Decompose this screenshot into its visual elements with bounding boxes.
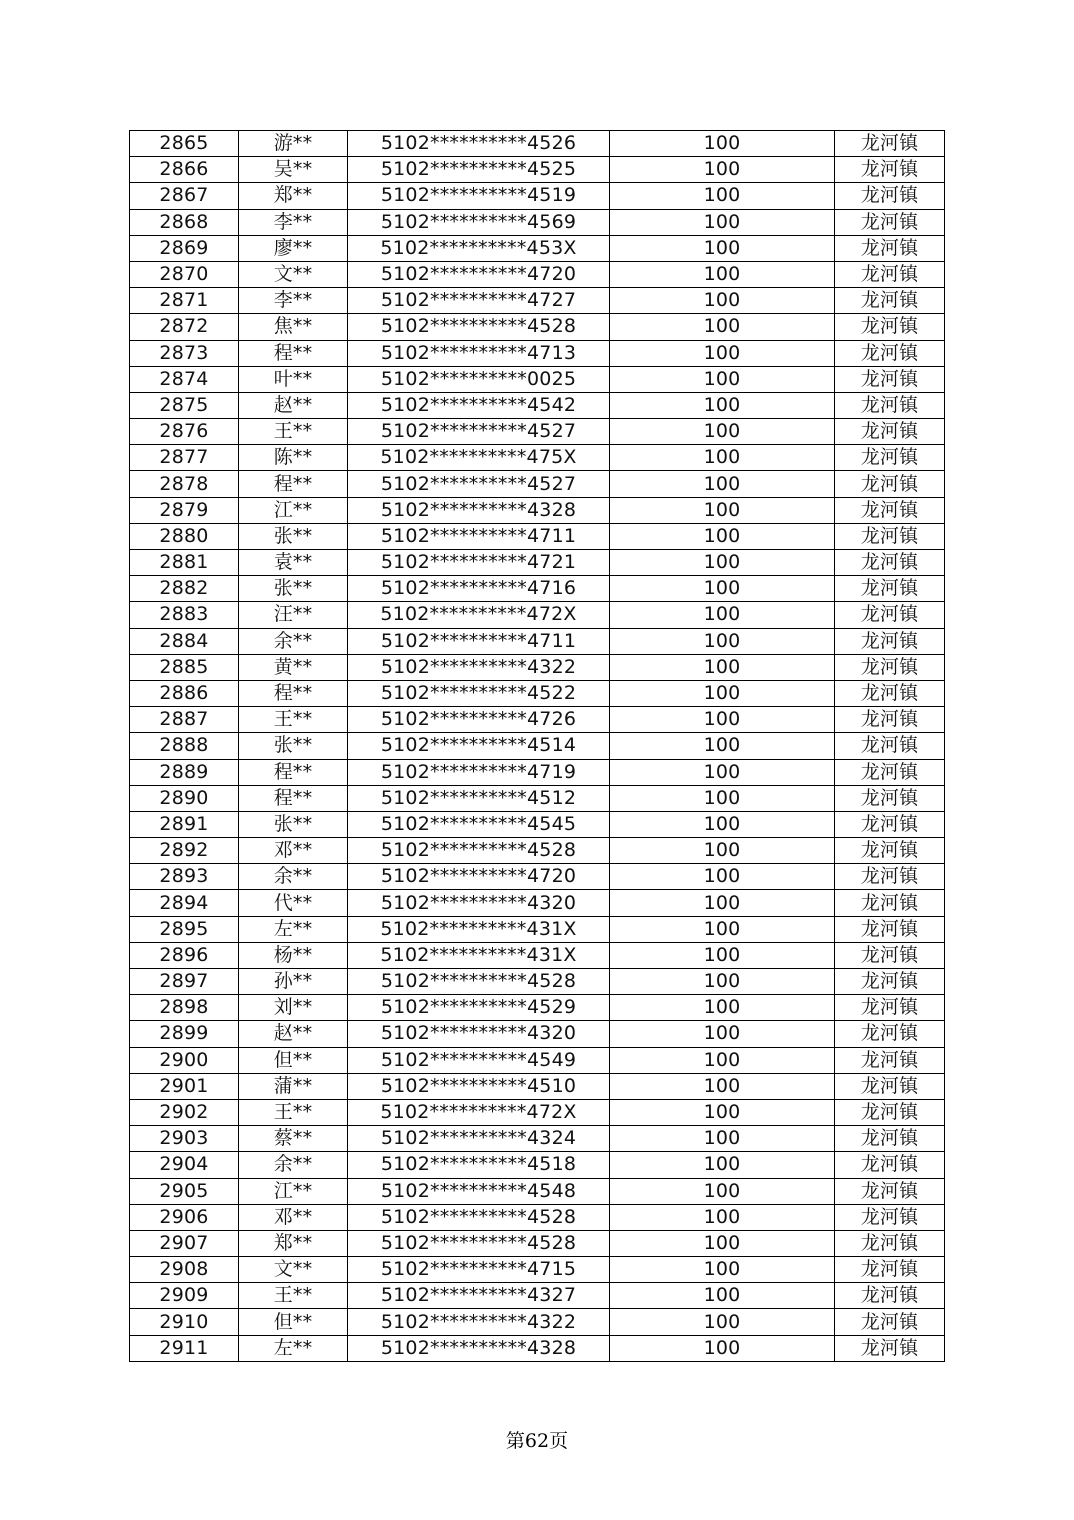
- table-row: [130, 576, 945, 602]
- serial-number-cell: 2880: [130, 523, 239, 549]
- table-row: [130, 157, 945, 183]
- town-cell: 龙河镇: [835, 811, 945, 837]
- table-row: [130, 733, 945, 759]
- serial-number-cell: 2865: [130, 131, 239, 157]
- id-number-cell: 5102**********4322: [348, 1309, 610, 1335]
- name-cell: 余**: [239, 1152, 348, 1178]
- amount-cell: 100: [610, 131, 835, 157]
- serial-number-cell: 2870: [130, 261, 239, 287]
- table-row: [130, 811, 945, 837]
- table-row: [130, 759, 945, 785]
- table-row: [130, 942, 945, 968]
- town-cell: 龙河镇: [835, 183, 945, 209]
- amount-cell: 100: [610, 235, 835, 261]
- id-number-cell: 5102**********4542: [348, 392, 610, 418]
- amount-cell: 100: [610, 811, 835, 837]
- id-number-cell: 5102**********4726: [348, 707, 610, 733]
- serial-number-cell: 2873: [130, 340, 239, 366]
- amount-cell: 100: [610, 288, 835, 314]
- id-number-cell: 5102**********4545: [348, 811, 610, 837]
- amount-cell: 100: [610, 759, 835, 785]
- name-cell: 游**: [239, 131, 348, 157]
- town-cell: 龙河镇: [835, 628, 945, 654]
- table-row: [130, 1204, 945, 1230]
- table-row: [130, 235, 945, 261]
- id-number-cell: 5102**********4548: [348, 1178, 610, 1204]
- town-cell: 龙河镇: [835, 1021, 945, 1047]
- name-cell: 代**: [239, 890, 348, 916]
- serial-number-cell: 2879: [130, 497, 239, 523]
- table-row: [130, 602, 945, 628]
- town-cell: 龙河镇: [835, 209, 945, 235]
- amount-cell: 100: [610, 497, 835, 523]
- name-cell: 邓**: [239, 1204, 348, 1230]
- name-cell: 程**: [239, 785, 348, 811]
- id-number-cell: 5102**********4525: [348, 157, 610, 183]
- id-number-cell: 5102**********4529: [348, 995, 610, 1021]
- amount-cell: 100: [610, 942, 835, 968]
- id-number-cell: 5102**********4518: [348, 1152, 610, 1178]
- table-row: [130, 1126, 945, 1152]
- amount-cell: 100: [610, 1230, 835, 1256]
- serial-number-cell: 2896: [130, 942, 239, 968]
- town-cell: 龙河镇: [835, 131, 945, 157]
- town-cell: 龙河镇: [835, 261, 945, 287]
- name-cell: 江**: [239, 497, 348, 523]
- table-row: [130, 995, 945, 1021]
- id-number-cell: 5102**********4327: [348, 1283, 610, 1309]
- town-cell: 龙河镇: [835, 1126, 945, 1152]
- name-cell: 杨**: [239, 942, 348, 968]
- town-cell: 龙河镇: [835, 576, 945, 602]
- serial-number-cell: 2910: [130, 1309, 239, 1335]
- table-row: [130, 392, 945, 418]
- name-cell: 吴**: [239, 157, 348, 183]
- table-row: [130, 1021, 945, 1047]
- serial-number-cell: 2908: [130, 1257, 239, 1283]
- serial-number-cell: 2893: [130, 864, 239, 890]
- id-number-cell: 5102**********475X: [348, 445, 610, 471]
- amount-cell: 100: [610, 1309, 835, 1335]
- town-cell: 龙河镇: [835, 680, 945, 706]
- table-row: [130, 680, 945, 706]
- serial-number-cell: 2886: [130, 680, 239, 706]
- table-row: [130, 916, 945, 942]
- id-number-cell: 5102**********4324: [348, 1126, 610, 1152]
- table-row: [130, 1047, 945, 1073]
- amount-cell: 100: [610, 969, 835, 995]
- town-cell: 龙河镇: [835, 471, 945, 497]
- name-cell: 张**: [239, 733, 348, 759]
- table-row: [130, 366, 945, 392]
- name-cell: 余**: [239, 628, 348, 654]
- table-row: [130, 261, 945, 287]
- serial-number-cell: 2877: [130, 445, 239, 471]
- id-number-cell: 5102**********4328: [348, 497, 610, 523]
- id-number-cell: 5102**********4526: [348, 131, 610, 157]
- amount-cell: 100: [610, 1099, 835, 1125]
- table-row: [130, 1073, 945, 1099]
- id-number-cell: 5102**********4519: [348, 183, 610, 209]
- id-number-cell: 5102**********4528: [348, 1204, 610, 1230]
- name-cell: 程**: [239, 471, 348, 497]
- table-row: [130, 890, 945, 916]
- town-cell: 龙河镇: [835, 288, 945, 314]
- town-cell: 龙河镇: [835, 969, 945, 995]
- id-number-cell: 5102**********453X: [348, 235, 610, 261]
- table-row: [130, 445, 945, 471]
- name-cell: 但**: [239, 1047, 348, 1073]
- serial-number-cell: 2911: [130, 1335, 239, 1361]
- town-cell: 龙河镇: [835, 707, 945, 733]
- amount-cell: 100: [610, 785, 835, 811]
- name-cell: 廖**: [239, 235, 348, 261]
- name-cell: 邓**: [239, 838, 348, 864]
- town-cell: 龙河镇: [835, 654, 945, 680]
- amount-cell: 100: [610, 1204, 835, 1230]
- town-cell: 龙河镇: [835, 838, 945, 864]
- name-cell: 赵**: [239, 1021, 348, 1047]
- town-cell: 龙河镇: [835, 1152, 945, 1178]
- table-row: [130, 785, 945, 811]
- town-cell: 龙河镇: [835, 1230, 945, 1256]
- serial-number-cell: 2874: [130, 366, 239, 392]
- serial-number-cell: 2900: [130, 1047, 239, 1073]
- name-cell: 左**: [239, 916, 348, 942]
- serial-number-cell: 2899: [130, 1021, 239, 1047]
- roster-table-body: [130, 131, 945, 1362]
- serial-number-cell: 2895: [130, 916, 239, 942]
- id-number-cell: 5102**********4322: [348, 654, 610, 680]
- table-row: [130, 1099, 945, 1125]
- serial-number-cell: 2884: [130, 628, 239, 654]
- id-number-cell: 5102**********4528: [348, 314, 610, 340]
- amount-cell: 100: [610, 419, 835, 445]
- id-number-cell: 5102**********4711: [348, 628, 610, 654]
- town-cell: 龙河镇: [835, 235, 945, 261]
- name-cell: 张**: [239, 523, 348, 549]
- amount-cell: 100: [610, 916, 835, 942]
- amount-cell: 100: [610, 1073, 835, 1099]
- id-number-cell: 5102**********4320: [348, 890, 610, 916]
- town-cell: 龙河镇: [835, 733, 945, 759]
- table-row: [130, 864, 945, 890]
- name-cell: 李**: [239, 209, 348, 235]
- town-cell: 龙河镇: [835, 602, 945, 628]
- serial-number-cell: 2909: [130, 1283, 239, 1309]
- id-number-cell: 5102**********472X: [348, 1099, 610, 1125]
- table-row: [130, 340, 945, 366]
- table-row: [130, 1309, 945, 1335]
- amount-cell: 100: [610, 890, 835, 916]
- serial-number-cell: 2885: [130, 654, 239, 680]
- amount-cell: 100: [610, 1021, 835, 1047]
- table-row: [130, 523, 945, 549]
- table-row: [130, 1230, 945, 1256]
- table-row: [130, 183, 945, 209]
- amount-cell: 100: [610, 1178, 835, 1204]
- name-cell: 江**: [239, 1178, 348, 1204]
- id-number-cell: 5102**********4527: [348, 471, 610, 497]
- name-cell: 张**: [239, 576, 348, 602]
- town-cell: 龙河镇: [835, 1099, 945, 1125]
- amount-cell: 100: [610, 654, 835, 680]
- serial-number-cell: 2907: [130, 1230, 239, 1256]
- table-row: [130, 707, 945, 733]
- amount-cell: 100: [610, 628, 835, 654]
- town-cell: 龙河镇: [835, 1073, 945, 1099]
- amount-cell: 100: [610, 838, 835, 864]
- name-cell: 余**: [239, 864, 348, 890]
- id-number-cell: 5102**********4512: [348, 785, 610, 811]
- amount-cell: 100: [610, 1257, 835, 1283]
- table-row: [130, 550, 945, 576]
- name-cell: 陈**: [239, 445, 348, 471]
- serial-number-cell: 2906: [130, 1204, 239, 1230]
- id-number-cell: 5102**********4528: [348, 969, 610, 995]
- name-cell: 刘**: [239, 995, 348, 1021]
- name-cell: 程**: [239, 759, 348, 785]
- name-cell: 左**: [239, 1335, 348, 1361]
- name-cell: 蔡**: [239, 1126, 348, 1152]
- serial-number-cell: 2872: [130, 314, 239, 340]
- serial-number-cell: 2905: [130, 1178, 239, 1204]
- id-number-cell: 5102**********4510: [348, 1073, 610, 1099]
- town-cell: 龙河镇: [835, 445, 945, 471]
- serial-number-cell: 2869: [130, 235, 239, 261]
- serial-number-cell: 2881: [130, 550, 239, 576]
- id-number-cell: 5102**********431X: [348, 916, 610, 942]
- serial-number-cell: 2898: [130, 995, 239, 1021]
- id-number-cell: 5102**********4715: [348, 1257, 610, 1283]
- name-cell: 叶**: [239, 366, 348, 392]
- town-cell: 龙河镇: [835, 1204, 945, 1230]
- table-row: [130, 1152, 945, 1178]
- name-cell: 王**: [239, 707, 348, 733]
- name-cell: 郑**: [239, 1230, 348, 1256]
- id-number-cell: 5102**********4527: [348, 419, 610, 445]
- table-row: [130, 131, 945, 157]
- serial-number-cell: 2894: [130, 890, 239, 916]
- amount-cell: 100: [610, 550, 835, 576]
- id-number-cell: 5102**********0025: [348, 366, 610, 392]
- town-cell: 龙河镇: [835, 864, 945, 890]
- table-row: [130, 628, 945, 654]
- town-cell: 龙河镇: [835, 1309, 945, 1335]
- name-cell: 王**: [239, 419, 348, 445]
- table-row: [130, 314, 945, 340]
- name-cell: 文**: [239, 1257, 348, 1283]
- serial-number-cell: 2866: [130, 157, 239, 183]
- amount-cell: 100: [610, 209, 835, 235]
- town-cell: 龙河镇: [835, 1047, 945, 1073]
- amount-cell: 100: [610, 445, 835, 471]
- town-cell: 龙河镇: [835, 1257, 945, 1283]
- serial-number-cell: 2889: [130, 759, 239, 785]
- town-cell: 龙河镇: [835, 392, 945, 418]
- town-cell: 龙河镇: [835, 1178, 945, 1204]
- name-cell: 孙**: [239, 969, 348, 995]
- id-number-cell: 5102**********472X: [348, 602, 610, 628]
- amount-cell: 100: [610, 523, 835, 549]
- table-row: [130, 471, 945, 497]
- name-cell: 焦**: [239, 314, 348, 340]
- serial-number-cell: 2871: [130, 288, 239, 314]
- amount-cell: 100: [610, 576, 835, 602]
- town-cell: 龙河镇: [835, 785, 945, 811]
- serial-number-cell: 2890: [130, 785, 239, 811]
- serial-number-cell: 2891: [130, 811, 239, 837]
- town-cell: 龙河镇: [835, 340, 945, 366]
- id-number-cell: 5102**********4528: [348, 1230, 610, 1256]
- id-number-cell: 5102**********4716: [348, 576, 610, 602]
- id-number-cell: 5102**********4727: [348, 288, 610, 314]
- town-cell: 龙河镇: [835, 314, 945, 340]
- table-row: [130, 497, 945, 523]
- serial-number-cell: 2867: [130, 183, 239, 209]
- id-number-cell: 5102**********4713: [348, 340, 610, 366]
- amount-cell: 100: [610, 1047, 835, 1073]
- amount-cell: 100: [610, 471, 835, 497]
- id-number-cell: 5102**********4528: [348, 838, 610, 864]
- id-number-cell: 5102**********431X: [348, 942, 610, 968]
- amount-cell: 100: [610, 392, 835, 418]
- amount-cell: 100: [610, 157, 835, 183]
- amount-cell: 100: [610, 707, 835, 733]
- name-cell: 汪**: [239, 602, 348, 628]
- name-cell: 王**: [239, 1283, 348, 1309]
- table-row: [130, 1257, 945, 1283]
- serial-number-cell: 2888: [130, 733, 239, 759]
- name-cell: 黄**: [239, 654, 348, 680]
- amount-cell: 100: [610, 183, 835, 209]
- table-row: [130, 288, 945, 314]
- table-row: [130, 1178, 945, 1204]
- table-row: [130, 838, 945, 864]
- serial-number-cell: 2897: [130, 969, 239, 995]
- amount-cell: 100: [610, 864, 835, 890]
- id-number-cell: 5102**********4720: [348, 261, 610, 287]
- amount-cell: 100: [610, 1335, 835, 1361]
- town-cell: 龙河镇: [835, 1335, 945, 1361]
- town-cell: 龙河镇: [835, 366, 945, 392]
- amount-cell: 100: [610, 602, 835, 628]
- town-cell: 龙河镇: [835, 759, 945, 785]
- roster-table: [129, 130, 945, 1362]
- name-cell: 蒲**: [239, 1073, 348, 1099]
- name-cell: 但**: [239, 1309, 348, 1335]
- name-cell: 程**: [239, 680, 348, 706]
- town-cell: 龙河镇: [835, 497, 945, 523]
- serial-number-cell: 2901: [130, 1073, 239, 1099]
- table-row: [130, 419, 945, 445]
- table-row: [130, 209, 945, 235]
- serial-number-cell: 2882: [130, 576, 239, 602]
- name-cell: 李**: [239, 288, 348, 314]
- amount-cell: 100: [610, 680, 835, 706]
- name-cell: 程**: [239, 340, 348, 366]
- name-cell: 郑**: [239, 183, 348, 209]
- town-cell: 龙河镇: [835, 942, 945, 968]
- id-number-cell: 5102**********4320: [348, 1021, 610, 1047]
- amount-cell: 100: [610, 340, 835, 366]
- id-number-cell: 5102**********4721: [348, 550, 610, 576]
- town-cell: 龙河镇: [835, 995, 945, 1021]
- id-number-cell: 5102**********4720: [348, 864, 610, 890]
- town-cell: 龙河镇: [835, 523, 945, 549]
- table-row: [130, 969, 945, 995]
- town-cell: 龙河镇: [835, 419, 945, 445]
- serial-number-cell: 2883: [130, 602, 239, 628]
- amount-cell: 100: [610, 314, 835, 340]
- name-cell: 文**: [239, 261, 348, 287]
- serial-number-cell: 2875: [130, 392, 239, 418]
- name-cell: 赵**: [239, 392, 348, 418]
- town-cell: 龙河镇: [835, 890, 945, 916]
- name-cell: 张**: [239, 811, 348, 837]
- amount-cell: 100: [610, 995, 835, 1021]
- id-number-cell: 5102**********4569: [348, 209, 610, 235]
- id-number-cell: 5102**********4514: [348, 733, 610, 759]
- amount-cell: 100: [610, 366, 835, 392]
- table-row: [130, 1335, 945, 1361]
- serial-number-cell: 2868: [130, 209, 239, 235]
- page-number: 第62页: [505, 1430, 569, 1452]
- amount-cell: 100: [610, 1152, 835, 1178]
- amount-cell: 100: [610, 733, 835, 759]
- name-cell: 袁**: [239, 550, 348, 576]
- serial-number-cell: 2878: [130, 471, 239, 497]
- serial-number-cell: 2892: [130, 838, 239, 864]
- amount-cell: 100: [610, 261, 835, 287]
- town-cell: 龙河镇: [835, 1283, 945, 1309]
- amount-cell: 100: [610, 1126, 835, 1152]
- serial-number-cell: 2887: [130, 707, 239, 733]
- id-number-cell: 5102**********4522: [348, 680, 610, 706]
- serial-number-cell: 2904: [130, 1152, 239, 1178]
- id-number-cell: 5102**********4711: [348, 523, 610, 549]
- id-number-cell: 5102**********4328: [348, 1335, 610, 1361]
- amount-cell: 100: [610, 1283, 835, 1309]
- table-row: [130, 1283, 945, 1309]
- name-cell: 王**: [239, 1099, 348, 1125]
- id-number-cell: 5102**********4719: [348, 759, 610, 785]
- town-cell: 龙河镇: [835, 916, 945, 942]
- table-row: [130, 654, 945, 680]
- town-cell: 龙河镇: [835, 550, 945, 576]
- id-number-cell: 5102**********4549: [348, 1047, 610, 1073]
- serial-number-cell: 2876: [130, 419, 239, 445]
- serial-number-cell: 2902: [130, 1099, 239, 1125]
- town-cell: 龙河镇: [835, 157, 945, 183]
- serial-number-cell: 2903: [130, 1126, 239, 1152]
